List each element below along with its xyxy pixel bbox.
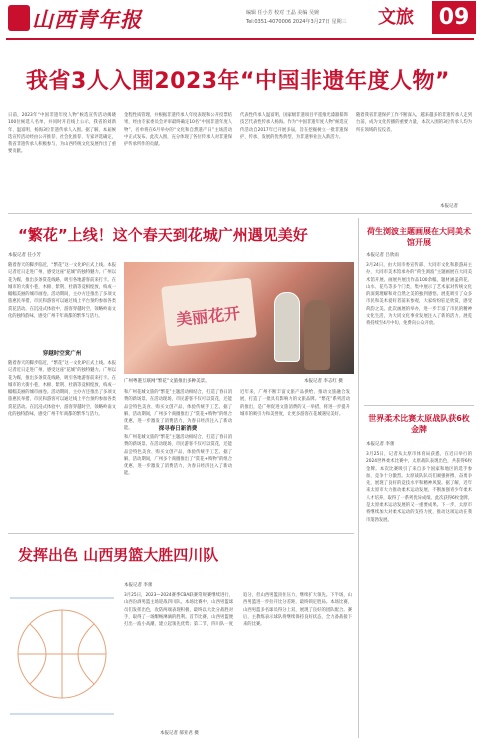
story5-headline: 发挥出色 山西男篮大胜四川队: [18, 546, 219, 564]
lead-story-col2: 金程性质管理，并根据非遗传承人年度表现和公开投票结果，经由专家委员会评审最终确定10名“中国非遗年度人物”，名单将在6月举办的“文化和自然遗产日”主场活动中正式发布。此次入围，充分体现了各位传承人对非遗保护传承所作的贡献。: [124, 113, 232, 148]
story3-body: 3月24日，由大同市委宣传部、大同市文化和旅游局主办，大同市美术馆承办的“荷生浏波”主题画展在大同美术馆开展。画展共展出作品100余幅，题材涵盖荷花、山水、花鸟等多个门类，集中展示了艺术家对传统文化的深刻理解和对自然之美的独到感悟。展览吸引了众多市民和美术爱好者前来参观，大家纷纷驻足欣赏，感受荷韵之美。此次画展的举办，进一步丰富了市民的精神文化生活，为大同文化事业发展注入了新的活力。展览将持续至4月中旬，免费向公众开放。: [366, 263, 472, 327]
lead-story-col1: 日前，2023年“中国非遗年度人物”候选宣传活动揭晓100位候选人名单，并同时开启线上公示，我省的刘新年、温富明、杨海3位非遗传承人入围。据了解，本届候选宣传活动经由公开推荐、社会化推荐、专家评选确定，我省非遗传承人积极参与，为山西传统文化发展作出了重要贡献。: [8, 113, 116, 155]
photo-person-icon: [274, 292, 300, 362]
story5-byline: 本报记者 李蕾: [124, 583, 153, 588]
photo-person-icon: [304, 300, 330, 370]
story2-body-left: 随着春天的脚步临近，“繁花”这一文化IP正式上线。本报记者近日走进广州，感受这座“花城”的独特魅力。广州以花为媒，推出多条赏花线路，吸引各地游客前来打卡。在城市的大街小巷，木棉、紫荆、杜鹃等竞相绽放，构成一幅幅美丽的城市画卷。活动期间，主办方还推出了多项文旅惠民举措，市民和游客可以通过线上平台预约参加各类赏花活动。在沉浸式体验中，游客穿越时空，领略岭南文化的独特韵味，感受广州千年商都的繁华与活力。: [8, 263, 116, 320]
editor-info: 编辑 任小芳 校对 王晶 美编 吴婉: [246, 10, 319, 16]
story2-subhead2: 探寻春日新消费: [158, 426, 198, 432]
story3-byline: 本报记者 吕欣雨: [366, 253, 399, 258]
basketball-graphic: [8, 574, 116, 734]
newspaper-logo-icon: [8, 5, 30, 31]
date-info: Tel:0351-4070006 2024年3月27日 星期三: [246, 19, 347, 25]
lead-story-col4: 随着我省非遗保护工作不断深入，越来越多的非遗传承人走到台前，成为文化传播的重要力量，本次入围的3位传承人均为所在领域的佼佼者。: [356, 113, 473, 133]
story4-body: 3月25日，记者从太原市体育局获悉，在近日举行的2024世界柔术比赛中，太原战队表现出色，共获得6枚金牌。本次比赛吸引了来自多个国家和地区的选手参加，竞争十分激烈。太原战队队员们顽强拼搏、奋勇争先，展现了良好的竞技水平和精神风貌。据了解，近年来太原市大力推动柔术运动发展，不断加强青少年柔术人才培养，取得了一系列优异成绩。此次获得6枚金牌，是太原柔术运动发展的又一重要成果。下一步，太原市将继续加大对柔术运动的支持力度，推动这项运动在我市蓬勃发展。: [366, 452, 472, 523]
masthead: [0, 0, 480, 44]
story2-byline: 本报记者 任小芳: [8, 253, 41, 258]
photo-credit: 本报记者 李志红 摄: [304, 379, 343, 384]
section-divider: [8, 213, 472, 214]
story3-headline: 荷生浏波主题画展在大同美术馆开展: [367, 227, 471, 247]
photo-caption: 广州粤港互联网“繁花”文旅推出多种美景。: [124, 379, 210, 384]
story2-body-mid-top: 和广州花城文旅的“繁花”主题活动相结合，打造了春日消费的新场景。在活动现场，市民游客不仅可以赏花，还能品尝特色美食、购买文创产品，体验传统手工艺。据了解，活动期间，广州多个商圈推出了“赏花+购物”的组合优惠，进一步激发了消费活力，为春日经济注入了新动能。: [124, 390, 232, 432]
story2-body-left-2: 随着春天的脚步临近，“繁花”这一文化IP正式上线。本报记者近日走进广州，感受这座“花城”的独特魅力。广州以花为媒，推出多条赏花线路，吸引各地游客前来打卡。在城市的大街小巷，木棉、紫荆、杜鹃等竞相绽放，构成一幅幅美丽的城市画卷。活动期间，主办方还推出了多项文旅惠民举措，市民和游客可以通过线上平台预约参加各类赏花活动。在沉浸式体验中，游客穿越时空，领略岭南文化的独特韵味，感受广州千年商都的繁华与活力。: [8, 361, 116, 418]
masthead-rule: [6, 38, 474, 40]
story2-body-mid: 和广州花城文旅的“繁花”主题活动相结合，打造了春日消费的新场景。在活动现场，市民游客不仅可以赏花，还能品尝特色美食、购买文创产品，体验传统手工艺。据了解，活动期间，广州多个商圈推出了“赏花+购物”的组合优惠，进一步激发了消费活力，为春日经济注入了新动能。: [124, 435, 232, 477]
lead-headline: 我省3人入围2023年“中国非遗年度人物”: [26, 69, 450, 94]
lead-story-reporter: 本报记者: [440, 204, 458, 209]
page-number-badge: 09: [432, 1, 476, 34]
lead-story-col3: 代表性传承人温富明，国家级非遗项目平遥推光漆器髹饰技艺代表性传承人杨海。作为“中国非遗年度人物”候选宣传活动自2017年已开展多届，旨在挖掘树立一批非遗保护、传承、发展的优秀典型，为非遗事业注入新活力。: [240, 113, 348, 140]
photo-sign-text: 美丽花开: [175, 303, 241, 330]
story4-headline: 世界柔术比赛太原战队获6枚金牌: [368, 414, 470, 434]
newspaper-name: 山西青年报: [32, 7, 142, 32]
story5-photo-credit: 本报记者 郝亚君 摄: [160, 731, 199, 736]
story2-headline: “繁花”上线！这个春天到花城广州遇见美好: [18, 226, 308, 244]
column-divider: [358, 218, 359, 738]
bottom-divider: [8, 533, 354, 534]
flower-festival-photo: [124, 262, 354, 374]
section-title: 文旅: [378, 7, 414, 28]
right-divider: [364, 405, 474, 406]
story2-body-right: 近年来，广州不断丰富文旅产品供给，推动文旅融合发展，打造了一批具有影响力的文旅品牌。“繁花”系列活动的推出，是广州促进文旅消费的又一举措，将进一步提升城市的吸引力和美誉度，让更多游客在花城遇见美好。: [240, 390, 350, 417]
story2-subhead1: 穿越时空赏广州: [42, 351, 82, 357]
story5-body: 3月25日，2023—2024赛季CBA联赛常规赛继续进行，山西汾酒男篮主场迎战四川队。本场比赛中，山西男篮球员们发挥出色，攻防两端表现积极，最终以大比分战胜对手，取得了一场酣畅淋漓的胜利。首节比赛，山西男篮便打出一波小高潮，建立起领先优势；第二节，四川队一度追分，但山西男篮顶住压力，继续扩大领先。下半场，山西男篮进一步拉开比分差距，最终锁定胜局。本场比赛，山西男篮多名球员得分上双，展现了良好的团队配合。赛后，主教练表示球队将继续保持良好状态，全力备战接下来的比赛。: [124, 593, 352, 628]
story4-byline: 本报记者 李蕾: [366, 442, 395, 447]
